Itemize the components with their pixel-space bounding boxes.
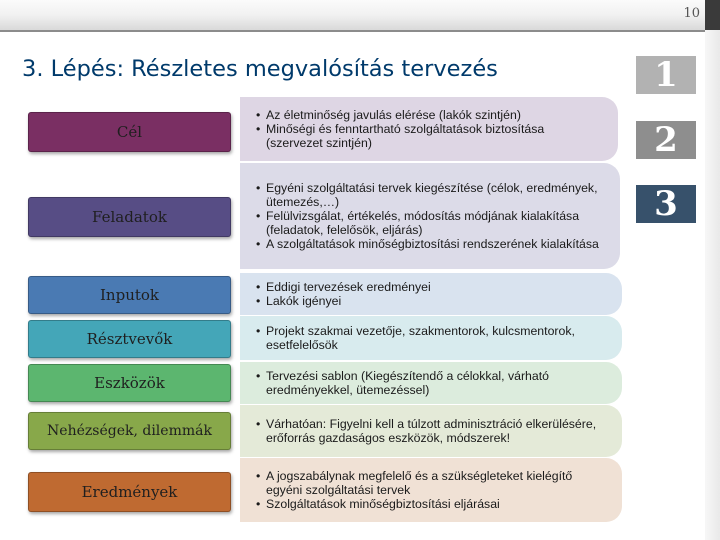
slide-header-bar <box>0 0 705 32</box>
row-label-eszkozok: Eszközök <box>28 364 231 402</box>
step-marker-1: 1 <box>636 56 696 94</box>
row-content-nehezsegek <box>240 405 622 457</box>
row-label-eredmenyek: Eredmények <box>28 472 231 512</box>
row-label-feladatok: Feladatok <box>28 197 231 237</box>
step-marker-3: 3 <box>636 185 696 223</box>
bullet-item: • Várhatóan: Figyelni kell a túlzott adminisztráció elkerülésére, erőforrás gazdaságos eszközök, módszerek! <box>256 417 604 445</box>
bullet-item: • Szolgáltatások minőségbiztosítási eljárásai <box>256 497 604 511</box>
bullet-list <box>256 181 602 251</box>
bullet-item: • Eddigi tervezések eredményei <box>256 280 431 294</box>
right-edge-strip <box>705 30 720 540</box>
bullet-item: • Egyéni szolgáltatási tervek kiegészítése (célok, eredmények, ütemezés,…) <box>256 181 602 209</box>
row-content-eredmenyek <box>240 458 622 522</box>
header-corner-tab <box>705 0 720 30</box>
row-label-nehezsegek: Nehézségek, dilemmák <box>28 412 231 450</box>
bullet-item: • Felülvizsgálat, értékelés, módosítás módjának kialakítása (feladatok, felelősök, eljárás) <box>256 209 602 237</box>
bullet-item: • Az életminőség javulás elérése (lakók szintjén) <box>256 108 600 122</box>
row-label-inputok: Inputok <box>28 276 231 314</box>
bullet-item: • Tervezési sablon (Kiegészítendő a célokkal, várható eredményekkel, ütemezéssel) <box>256 369 604 397</box>
slide-title: 3. Lépés: Részletes megvalósítás tervezés <box>22 56 498 82</box>
bullet-list <box>256 280 431 308</box>
bullet-list <box>256 469 604 511</box>
row-label-resztvevok: Résztvevők <box>28 320 231 358</box>
row-content-eszkozok <box>240 362 622 404</box>
step-marker-2: 2 <box>636 121 696 159</box>
row-content-cel <box>240 97 618 161</box>
row-content-feladatok <box>240 163 620 269</box>
bullet-item: • A jogszabálynak megfelelő és a szükségleteket kielégítő egyéni szolgáltatási tervek <box>256 469 604 497</box>
bullet-item: • Minőségi és fenntartható szolgáltatások biztosítása (szervezet szintjén) <box>256 122 600 150</box>
row-content-inputok <box>240 273 622 315</box>
bullet-item: • A szolgáltatások minőségbiztosítási rendszerének kialakítása <box>256 237 602 251</box>
row-content-resztvevok <box>240 316 622 360</box>
slide-number: 10 <box>683 6 700 21</box>
bullet-item: • Projekt szakmai vezetője, szakmentorok, kulcsmentorok, esetfelelősök <box>256 324 604 352</box>
bullet-list <box>256 369 604 397</box>
row-label-cel: Cél <box>28 112 231 152</box>
bullet-list <box>256 108 600 150</box>
bullet-list <box>256 417 604 445</box>
bullet-item: • Lakók igényei <box>256 294 431 308</box>
bullet-list <box>256 324 604 352</box>
